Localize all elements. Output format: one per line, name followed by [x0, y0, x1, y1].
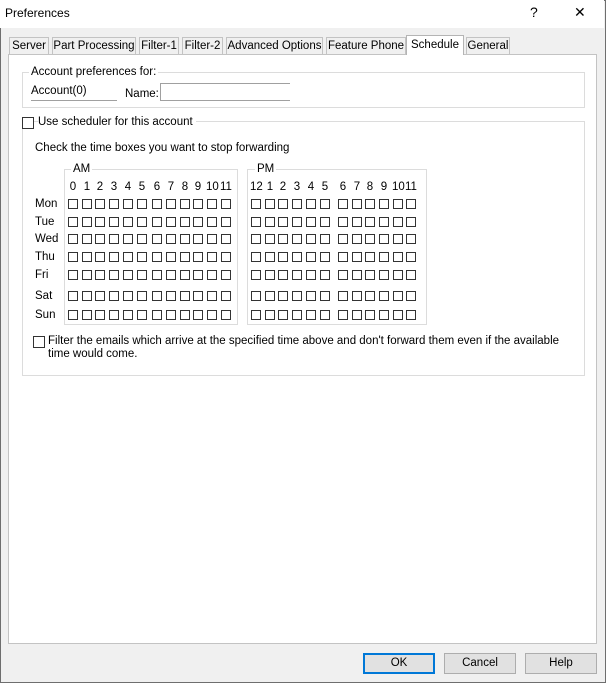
pm-time-checkbox[interactable]	[306, 199, 316, 209]
pm-time-checkbox[interactable]	[338, 310, 348, 320]
am-time-checkbox[interactable]	[137, 310, 147, 320]
name-label: Name:	[125, 88, 159, 100]
pm-time-checkbox[interactable]	[278, 291, 288, 301]
pm-hour-label: 10	[392, 181, 405, 193]
am-time-checkbox[interactable]	[180, 270, 190, 280]
pm-time-checkbox[interactable]	[306, 291, 316, 301]
day-label-wed: Wed	[35, 233, 59, 245]
pm-hour-label: 12	[250, 181, 263, 193]
title-bar	[0, 0, 604, 28]
tab-server[interactable]: Server	[9, 37, 49, 54]
am-time-checkbox[interactable]	[123, 234, 133, 244]
pm-time-checkbox[interactable]	[365, 270, 375, 280]
am-time-checkbox[interactable]	[193, 217, 203, 227]
pm-time-checkbox[interactable]	[265, 217, 275, 227]
am-time-checkbox[interactable]	[221, 310, 231, 320]
am-time-checkbox[interactable]	[152, 252, 162, 262]
am-hour-label: 5	[138, 181, 146, 193]
pm-time-checkbox[interactable]	[393, 199, 403, 209]
pm-time-checkbox[interactable]	[320, 234, 330, 244]
pm-time-checkbox[interactable]	[406, 234, 416, 244]
pm-time-checkbox[interactable]	[365, 199, 375, 209]
pm-time-checkbox[interactable]	[292, 234, 302, 244]
am-time-checkbox[interactable]	[68, 291, 78, 301]
am-time-checkbox[interactable]	[68, 310, 78, 320]
pm-time-checkbox[interactable]	[251, 270, 261, 280]
am-hour-label: 9	[194, 181, 202, 193]
am-time-checkbox[interactable]	[152, 310, 162, 320]
pm-time-checkbox[interactable]	[265, 291, 275, 301]
pm-time-checkbox[interactable]	[352, 199, 362, 209]
pm-time-checkbox[interactable]	[292, 217, 302, 227]
close-icon[interactable]: ✕	[574, 4, 586, 20]
am-time-checkbox[interactable]	[193, 291, 203, 301]
am-time-checkbox[interactable]	[95, 310, 105, 320]
pm-time-checkbox[interactable]	[352, 270, 362, 280]
am-time-checkbox[interactable]	[180, 199, 190, 209]
account-value: Account(0)	[31, 85, 117, 101]
am-time-checkbox[interactable]	[95, 291, 105, 301]
am-time-checkbox[interactable]	[152, 234, 162, 244]
pm-time-checkbox[interactable]	[365, 310, 375, 320]
am-time-checkbox[interactable]	[221, 217, 231, 227]
pm-time-checkbox[interactable]	[251, 199, 261, 209]
pm-time-checkbox[interactable]	[379, 291, 389, 301]
am-time-checkbox[interactable]	[68, 199, 78, 209]
am-time-checkbox[interactable]	[95, 252, 105, 262]
am-time-checkbox[interactable]	[82, 270, 92, 280]
am-hour-label: 10	[206, 181, 219, 193]
am-time-checkbox[interactable]	[137, 234, 147, 244]
pm-time-checkbox[interactable]	[338, 217, 348, 227]
day-label-sat: Sat	[35, 290, 53, 302]
pm-time-checkbox[interactable]	[265, 270, 275, 280]
pm-time-checkbox[interactable]	[251, 217, 261, 227]
am-time-checkbox[interactable]	[193, 199, 203, 209]
pm-time-checkbox[interactable]	[320, 199, 330, 209]
am-time-checkbox[interactable]	[109, 199, 119, 209]
pm-time-checkbox[interactable]	[379, 217, 389, 227]
am-time-checkbox[interactable]	[207, 291, 217, 301]
filter-emails-checkbox[interactable]	[33, 336, 45, 348]
am-time-checkbox[interactable]	[207, 234, 217, 244]
use-scheduler-label: Use scheduler for this account	[38, 116, 196, 128]
am-time-checkbox[interactable]	[137, 291, 147, 301]
pm-time-checkbox[interactable]	[278, 217, 288, 227]
pm-time-checkbox[interactable]	[306, 252, 316, 262]
am-time-checkbox[interactable]	[193, 252, 203, 262]
am-time-checkbox[interactable]	[123, 199, 133, 209]
pm-time-checkbox[interactable]	[306, 217, 316, 227]
pm-title: PM	[257, 163, 275, 175]
pm-hour-label: 8	[366, 181, 374, 193]
am-time-checkbox[interactable]	[221, 291, 231, 301]
pm-time-checkbox[interactable]	[278, 310, 288, 320]
am-time-checkbox[interactable]	[152, 291, 162, 301]
am-time-checkbox[interactable]	[207, 199, 217, 209]
window-title: Preferences	[5, 6, 70, 20]
am-time-checkbox[interactable]	[95, 234, 105, 244]
pm-time-checkbox[interactable]	[320, 270, 330, 280]
pm-time-checkbox[interactable]	[306, 310, 316, 320]
am-time-checkbox[interactable]	[82, 234, 92, 244]
pm-time-checkbox[interactable]	[338, 199, 348, 209]
pm-time-checkbox[interactable]	[393, 310, 403, 320]
am-time-checkbox[interactable]	[109, 252, 119, 262]
pm-hour-label: 7	[353, 181, 361, 193]
am-time-checkbox[interactable]	[68, 234, 78, 244]
am-time-checkbox[interactable]	[221, 252, 231, 262]
am-time-checkbox[interactable]	[123, 217, 133, 227]
account-group-title: Account preferences for:	[31, 66, 157, 78]
am-hour-label: 7	[167, 181, 175, 193]
pm-time-checkbox[interactable]	[393, 270, 403, 280]
pm-time-checkbox[interactable]	[406, 199, 416, 209]
pm-time-checkbox[interactable]	[251, 310, 261, 320]
am-time-checkbox[interactable]	[221, 199, 231, 209]
am-title: AM	[73, 163, 91, 175]
am-time-checkbox[interactable]	[137, 252, 147, 262]
filter-emails-label: Filter the emails which arrive at the specified time above and don't forward them even if the available time would come.	[48, 335, 560, 360]
am-time-checkbox[interactable]	[166, 199, 176, 209]
pm-time-checkbox[interactable]	[406, 310, 416, 320]
am-time-checkbox[interactable]	[109, 217, 119, 227]
pm-time-checkbox[interactable]	[278, 252, 288, 262]
pm-hour-label: 9	[380, 181, 388, 193]
am-time-checkbox[interactable]	[166, 234, 176, 244]
am-hour-label: 8	[181, 181, 189, 193]
am-time-checkbox[interactable]	[95, 270, 105, 280]
pm-time-checkbox[interactable]	[379, 234, 389, 244]
pm-time-checkbox[interactable]	[379, 199, 389, 209]
pm-time-checkbox[interactable]	[251, 252, 261, 262]
pm-time-checkbox[interactable]	[320, 310, 330, 320]
am-time-checkbox[interactable]	[123, 310, 133, 320]
day-label-mon: Mon	[35, 198, 58, 210]
pm-time-checkbox[interactable]	[338, 234, 348, 244]
am-time-checkbox[interactable]	[152, 199, 162, 209]
pm-time-checkbox[interactable]	[352, 234, 362, 244]
pm-hour-label: 3	[293, 181, 301, 193]
am-time-checkbox[interactable]	[109, 310, 119, 320]
am-time-checkbox[interactable]	[193, 310, 203, 320]
am-time-checkbox[interactable]	[221, 270, 231, 280]
am-time-checkbox[interactable]	[82, 217, 92, 227]
tab-general[interactable]: General	[466, 37, 510, 54]
am-time-checkbox[interactable]	[137, 217, 147, 227]
pm-time-checkbox[interactable]	[352, 310, 362, 320]
am-time-checkbox[interactable]	[221, 234, 231, 244]
am-time-checkbox[interactable]	[109, 234, 119, 244]
day-label-tue: Tue	[35, 216, 55, 228]
pm-time-checkbox[interactable]	[306, 270, 316, 280]
pm-time-checkbox[interactable]	[265, 199, 275, 209]
pm-time-checkbox[interactable]	[352, 252, 362, 262]
am-time-checkbox[interactable]	[137, 199, 147, 209]
am-time-checkbox[interactable]	[123, 291, 133, 301]
pm-hour-label: 4	[307, 181, 315, 193]
pm-time-checkbox[interactable]	[352, 217, 362, 227]
pm-time-checkbox[interactable]	[365, 252, 375, 262]
pm-time-checkbox[interactable]	[278, 199, 288, 209]
pm-time-checkbox[interactable]	[292, 252, 302, 262]
am-hour-label: 1	[83, 181, 91, 193]
pm-time-checkbox[interactable]	[292, 270, 302, 280]
am-time-checkbox[interactable]	[207, 310, 217, 320]
pm-time-checkbox[interactable]	[393, 217, 403, 227]
pm-time-checkbox[interactable]	[393, 234, 403, 244]
pm-time-checkbox[interactable]	[338, 270, 348, 280]
pm-time-checkbox[interactable]	[251, 234, 261, 244]
am-hour-label: 3	[110, 181, 118, 193]
pm-time-checkbox[interactable]	[365, 234, 375, 244]
day-label-sun: Sun	[35, 309, 56, 321]
am-time-checkbox[interactable]	[123, 252, 133, 262]
am-time-checkbox[interactable]	[82, 310, 92, 320]
am-time-checkbox[interactable]	[166, 270, 176, 280]
am-time-checkbox[interactable]	[68, 252, 78, 262]
am-time-checkbox[interactable]	[95, 199, 105, 209]
am-time-checkbox[interactable]	[166, 291, 176, 301]
am-time-checkbox[interactable]	[207, 270, 217, 280]
pm-time-checkbox[interactable]	[406, 217, 416, 227]
pm-time-checkbox[interactable]	[338, 252, 348, 262]
pm-hour-label: 11	[405, 181, 417, 193]
am-time-checkbox[interactable]	[193, 270, 203, 280]
use-scheduler-checkbox[interactable]	[22, 117, 34, 129]
cancel-button[interactable]: Cancel	[444, 653, 516, 674]
tab-feature-phone[interactable]: Feature Phone	[326, 37, 406, 54]
pm-hour-label: 5	[321, 181, 329, 193]
am-time-checkbox[interactable]	[152, 270, 162, 280]
am-hour-label: 2	[96, 181, 104, 193]
pm-time-checkbox[interactable]	[292, 199, 302, 209]
help-button[interactable]: Help	[525, 653, 597, 674]
am-time-checkbox[interactable]	[180, 234, 190, 244]
pm-time-checkbox[interactable]	[251, 291, 261, 301]
am-time-checkbox[interactable]	[123, 270, 133, 280]
pm-time-checkbox[interactable]	[365, 217, 375, 227]
instruction-text: Check the time boxes you want to stop forwarding	[35, 142, 290, 154]
ok-button[interactable]: OK	[363, 653, 435, 674]
pm-time-checkbox[interactable]	[292, 291, 302, 301]
pm-time-checkbox[interactable]	[338, 291, 348, 301]
am-hour-label: 6	[153, 181, 161, 193]
pm-time-checkbox[interactable]	[393, 252, 403, 262]
pm-time-checkbox[interactable]	[352, 291, 362, 301]
help-icon[interactable]: ?	[530, 4, 538, 20]
pm-time-checkbox[interactable]	[265, 252, 275, 262]
pm-time-checkbox[interactable]	[406, 252, 416, 262]
pm-time-checkbox[interactable]	[320, 217, 330, 227]
am-time-checkbox[interactable]	[82, 252, 92, 262]
am-time-checkbox[interactable]	[137, 270, 147, 280]
am-time-checkbox[interactable]	[82, 291, 92, 301]
pm-time-checkbox[interactable]	[406, 270, 416, 280]
day-label-fri: Fri	[35, 269, 49, 281]
pm-hour-label: 1	[266, 181, 274, 193]
am-time-checkbox[interactable]	[152, 217, 162, 227]
tab-filter-2[interactable]: Filter-2	[182, 37, 223, 54]
pm-time-checkbox[interactable]	[292, 310, 302, 320]
am-time-checkbox[interactable]	[166, 252, 176, 262]
am-time-checkbox[interactable]	[109, 291, 119, 301]
pm-time-checkbox[interactable]	[406, 291, 416, 301]
am-hour-label: 4	[124, 181, 132, 193]
pm-time-checkbox[interactable]	[379, 310, 389, 320]
pm-time-checkbox[interactable]	[265, 234, 275, 244]
am-hour-label: 11	[220, 181, 232, 193]
pm-time-checkbox[interactable]	[365, 291, 375, 301]
am-time-checkbox[interactable]	[180, 291, 190, 301]
pm-hour-label: 6	[339, 181, 347, 193]
pm-time-checkbox[interactable]	[278, 234, 288, 244]
am-time-checkbox[interactable]	[193, 234, 203, 244]
am-time-checkbox[interactable]	[82, 199, 92, 209]
am-time-checkbox[interactable]	[95, 217, 105, 227]
am-time-checkbox[interactable]	[180, 310, 190, 320]
tab-advanced-options[interactable]: Advanced Options	[226, 37, 323, 54]
tab-part-processing[interactable]: Part Processing	[52, 37, 136, 54]
am-time-checkbox[interactable]	[166, 310, 176, 320]
pm-time-checkbox[interactable]	[265, 310, 275, 320]
day-label-thu: Thu	[35, 251, 55, 263]
am-time-checkbox[interactable]	[180, 217, 190, 227]
am-time-checkbox[interactable]	[207, 252, 217, 262]
am-time-checkbox[interactable]	[166, 217, 176, 227]
pm-time-checkbox[interactable]	[306, 234, 316, 244]
am-hour-label: 0	[69, 181, 77, 193]
am-time-checkbox[interactable]	[109, 270, 119, 280]
am-time-checkbox[interactable]	[207, 217, 217, 227]
tab-schedule[interactable]: Schedule	[406, 35, 464, 55]
pm-time-checkbox[interactable]	[379, 270, 389, 280]
am-time-checkbox[interactable]	[68, 217, 78, 227]
name-input[interactable]	[160, 83, 290, 101]
am-time-checkbox[interactable]	[180, 252, 190, 262]
pm-time-checkbox[interactable]	[393, 291, 403, 301]
am-time-checkbox[interactable]	[68, 270, 78, 280]
pm-time-checkbox[interactable]	[278, 270, 288, 280]
pm-time-checkbox[interactable]	[320, 291, 330, 301]
pm-hour-label: 2	[279, 181, 287, 193]
pm-time-checkbox[interactable]	[320, 252, 330, 262]
tab-filter-1[interactable]: Filter-1	[139, 37, 179, 54]
pm-time-checkbox[interactable]	[379, 252, 389, 262]
